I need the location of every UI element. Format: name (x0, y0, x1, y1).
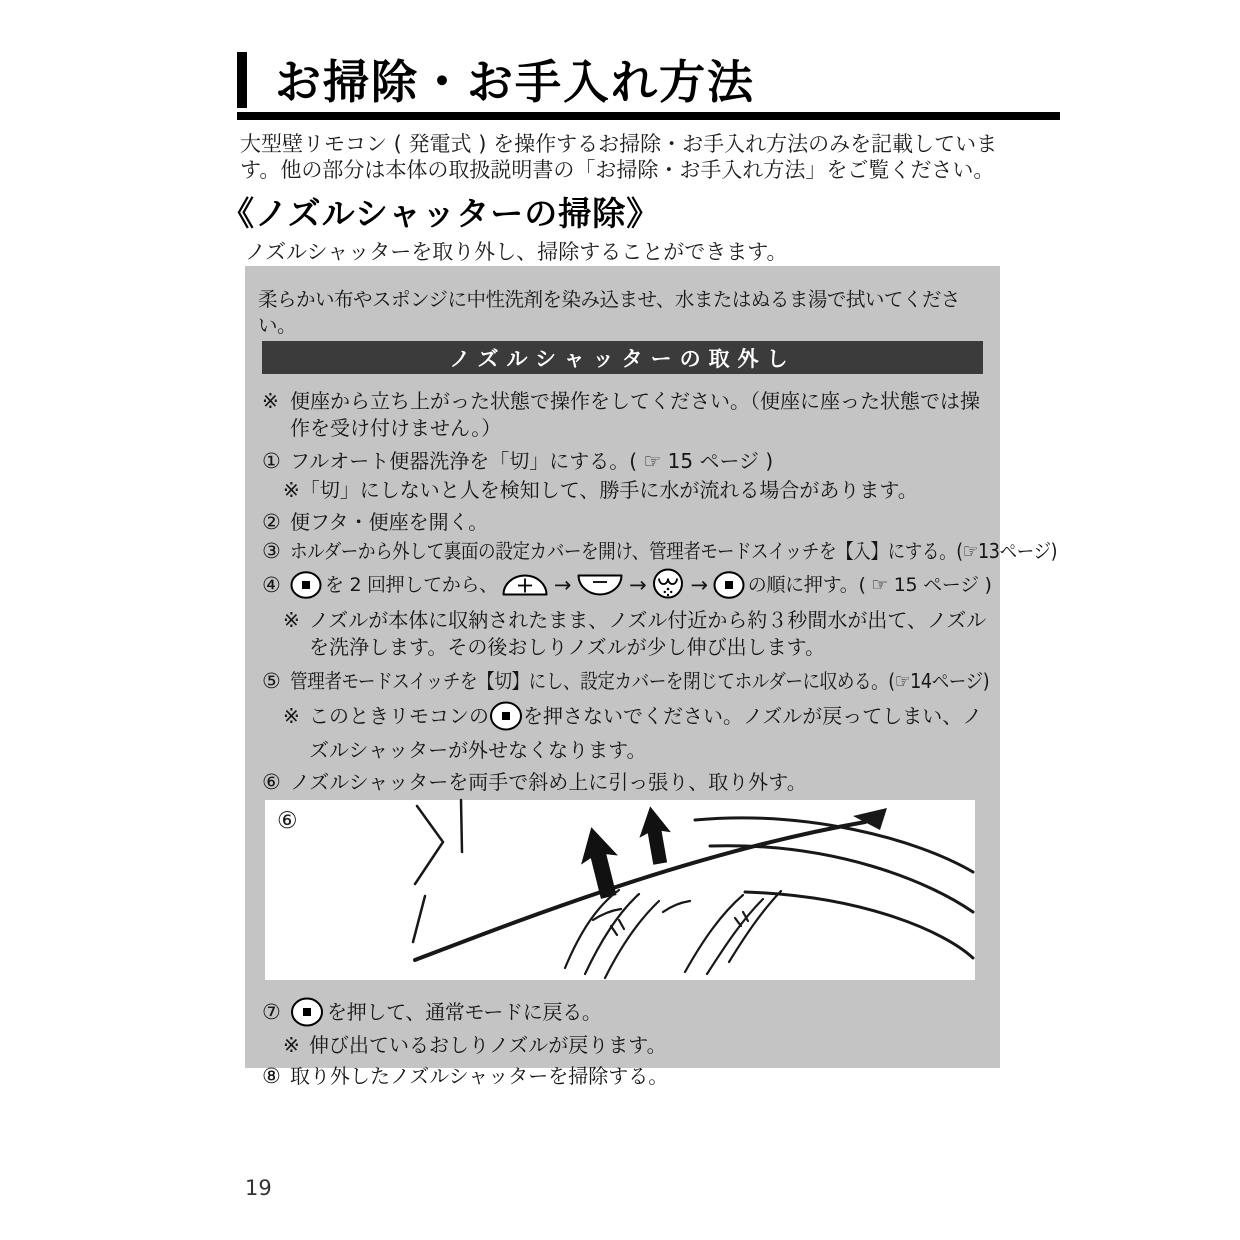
page-title: お掃除・お手入れ方法 (275, 55, 755, 110)
note-marker: ※ (283, 608, 300, 632)
step-1-note (283, 477, 990, 504)
page-number: 19 (245, 1176, 272, 1200)
step-7-note (283, 1032, 990, 1059)
step-number: ⑦ (262, 1000, 281, 1024)
note-marker: ※ (262, 389, 279, 413)
step-5-note (283, 699, 990, 767)
step-1 (262, 448, 990, 475)
step-6 (262, 769, 990, 796)
stop-button-icon (290, 571, 322, 599)
removal-illustration (265, 800, 975, 980)
stop-button-icon (713, 571, 745, 599)
title-accent-bar (237, 52, 247, 108)
note-text: ノズルが本体に収納されたまま、ノズル付近から約３秒間水が出て、ノズルを洗浄します。その後おしりノズルが少し伸び出します。 (309, 608, 987, 659)
step-4-note (283, 607, 990, 661)
step-text-after: を押して、通常モードに戻る。 (327, 1000, 602, 1024)
step-text-before: を 2 回押してから、 (325, 574, 498, 596)
note-marker: ※ (283, 1033, 300, 1057)
step-number: ④ (262, 573, 281, 597)
minus-button-icon (576, 573, 624, 597)
note-marker: ※ (283, 704, 300, 728)
step-5 (262, 668, 990, 695)
toilet-nozzle-shutter-drawing (265, 800, 975, 980)
step-8 (262, 1063, 990, 1090)
spray-button-icon (651, 568, 685, 602)
step-number: ⑥ (262, 770, 281, 794)
step-list (262, 388, 1058, 1090)
step-number: ① (262, 449, 281, 473)
note-text: 「切」にしないと人を検知して、勝手に水が流れる場合があります。 (299, 478, 918, 502)
figure-step-label: ⑥ (277, 808, 298, 834)
step-text-after: の順に押す。( ☞ 15 ページ ) (747, 574, 992, 596)
note-text-before: このときリモコンの (309, 704, 489, 728)
step-text: 便座から立ち上がった状態で操作をしてください。（便座に座った状態では操作を受け付けません。） (290, 389, 980, 440)
arrow-icon: → (553, 573, 572, 597)
step-4 (262, 565, 990, 605)
stop-button-icon (489, 701, 523, 731)
removal-banner: ノズルシャッターの取外し (262, 341, 983, 374)
note-text: 伸び出ているおしりノズルが戻ります。 (309, 1033, 667, 1057)
step-text: 管理者モードスイッチを【切】にし、設定カバーを閉じてホルダーに収める。(☞14ページ) (290, 669, 990, 693)
step-2 (262, 509, 990, 536)
step-number: ② (262, 510, 281, 534)
step-text: 取り外したノズルシャッターを掃除する。 (290, 1064, 669, 1088)
plus-button-icon (501, 573, 549, 597)
section-heading: 《ノズルシャッターの掃除》 (221, 194, 661, 233)
section-lead: ノズルシャッターを取り外し、掃除することができます。 (245, 240, 788, 264)
step-text: 便フタ・便座を開く。 (290, 510, 489, 534)
step-text: ノズルシャッターを両手で斜め上に引っ張り、取り外す。 (290, 770, 807, 794)
note-marker: ※ (283, 478, 300, 502)
step-precondition (262, 388, 990, 442)
step-number: ⑤ (262, 669, 281, 693)
step-7 (262, 992, 990, 1032)
step-number: ③ (262, 539, 281, 563)
cleaning-note: 柔らかい布やスポンジに中性洗剤を染み込ませ、水またはぬるま湯で拭いてください。 (258, 288, 960, 337)
step-number: ⑧ (262, 1064, 281, 1088)
step-text: フルオート便器洗浄を「切」にする。( ☞ 15 ページ ) (290, 449, 774, 473)
stop-button-icon (290, 997, 324, 1027)
arrow-icon: → (690, 573, 708, 597)
step-3 (262, 538, 1058, 565)
note-text-after: を押さないでください。ノズルが戻ってしまい、ノズルシャッターが外せなくなります。 (309, 704, 983, 762)
procedure-panel (245, 266, 1058, 1088)
title-block (237, 52, 1060, 120)
intro-paragraph: 大型壁リモコン ( 発電式 ) を操作するお掃除・お手入れ方法のみを記載しています。他の部分は本体の取扱説明書の「お掃除・お手入れ方法」をご覧ください。 (240, 132, 998, 182)
arrow-icon: → (629, 573, 647, 597)
step-text: ホルダーから外して裏面の設定カバーを開け、管理者モードスイッチを【入】にする。(☞13ページ) (290, 539, 1058, 563)
